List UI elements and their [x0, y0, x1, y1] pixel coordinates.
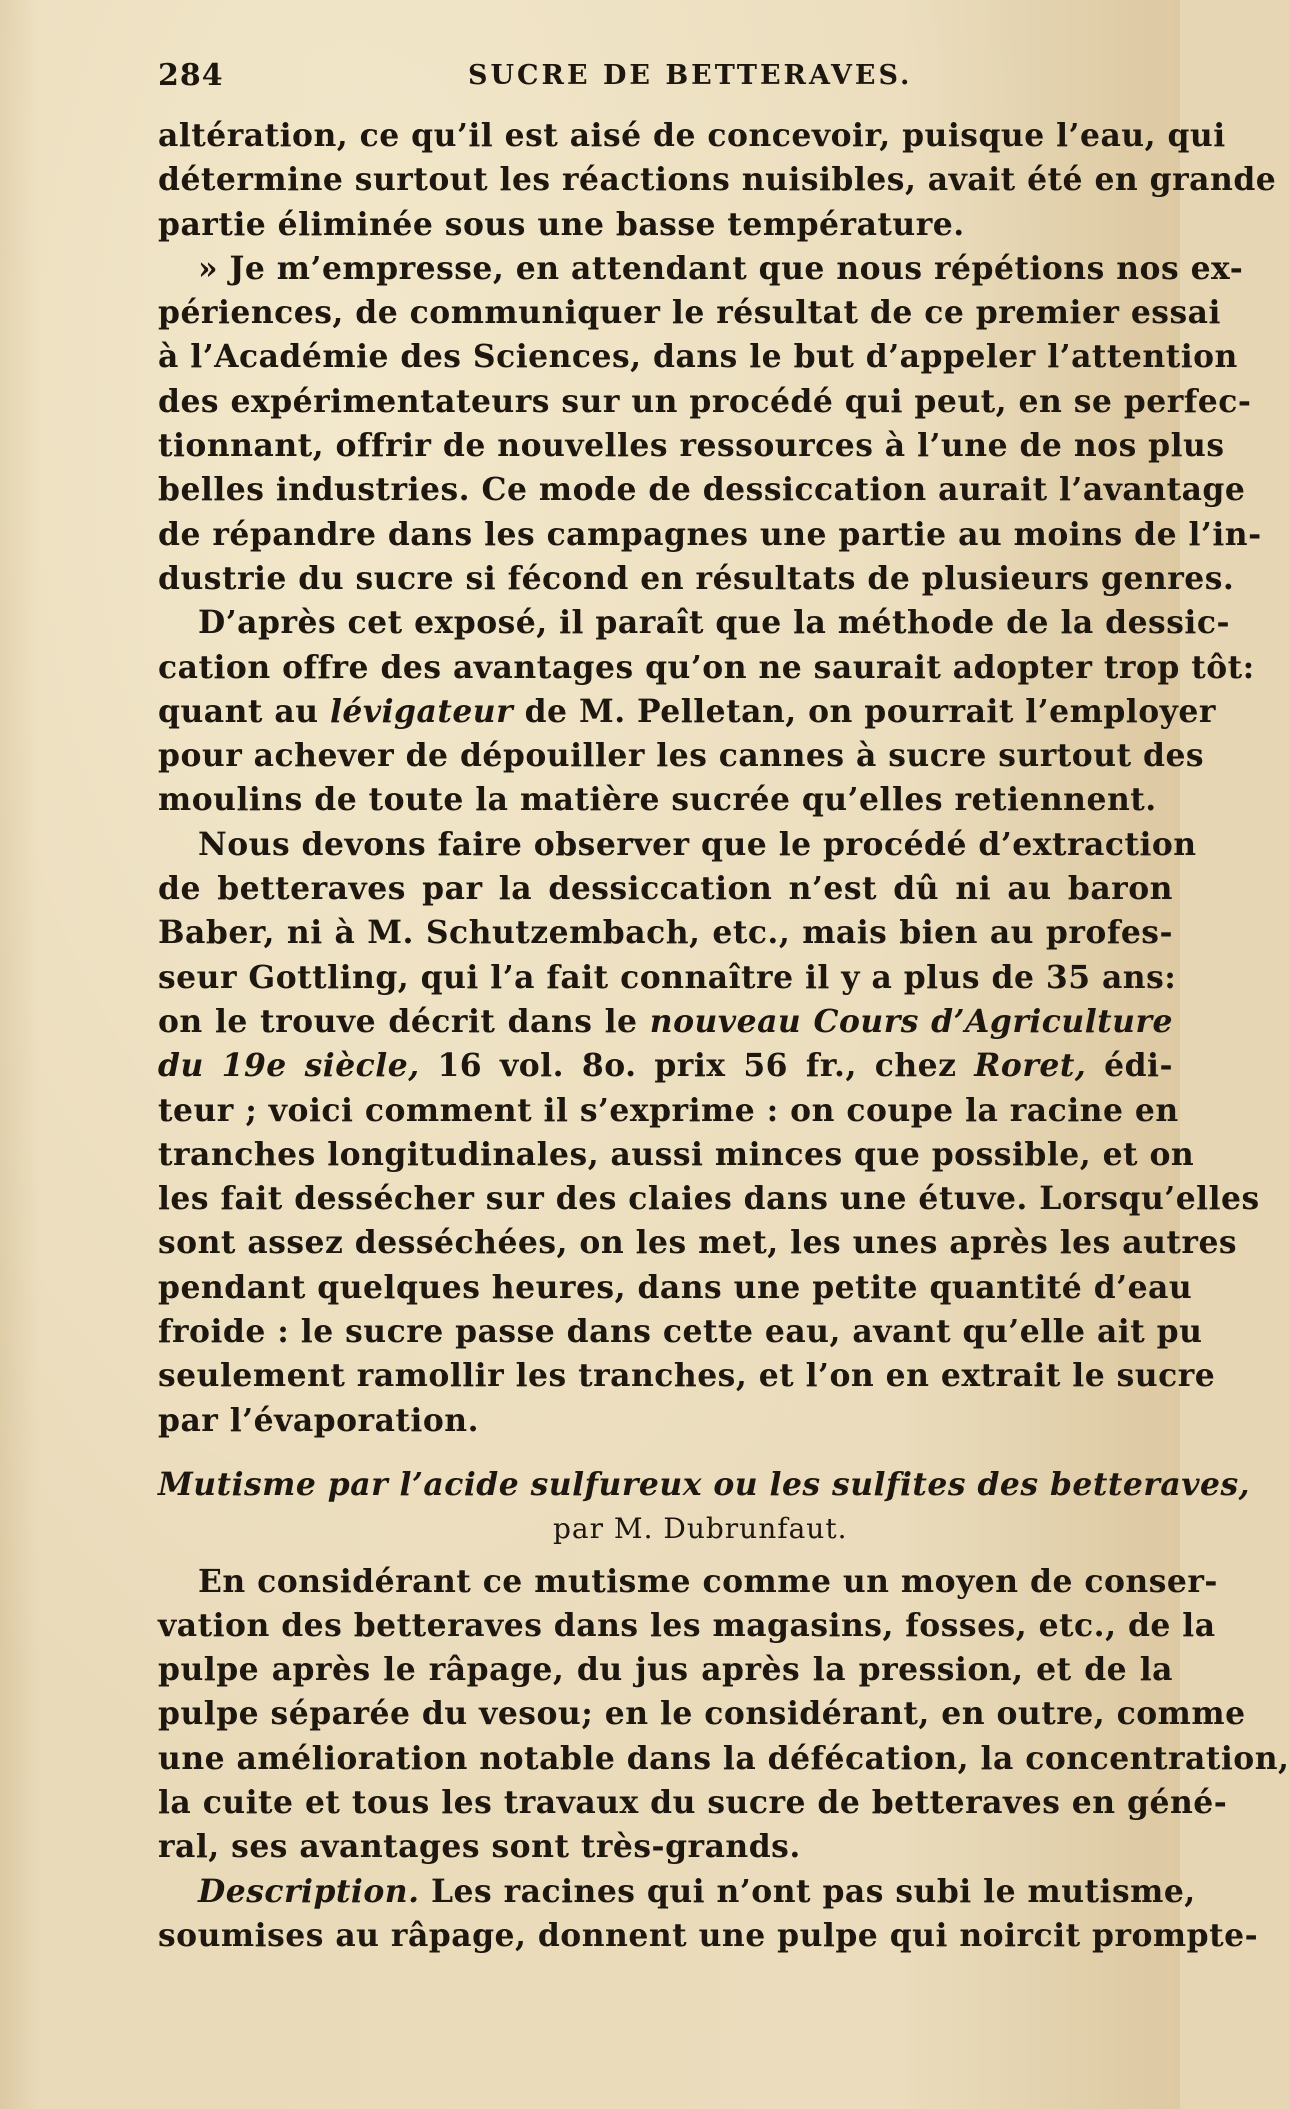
text-line: belles industries. Ce mode de dessiccation aurait l’avantage [158, 472, 1246, 509]
text-line: Baber, ni à M. Schutzembach, etc., mais bien au profes- [158, 915, 1173, 952]
text-line: par l’évaporation. [158, 1402, 480, 1439]
text-line: les fait dessécher sur des claies dans une étuve. Lorsqu’elles [158, 1181, 1260, 1218]
text-line: » Je m’empresse, en attendant que nous répétions nos ex- [198, 250, 1244, 287]
text-line: de betteraves par la dessiccation n’est dû ni au baron [158, 871, 1173, 908]
text-line: D’après cet exposé, il paraît que la méthode de la dessic- [198, 605, 1230, 642]
running-title: SUCRE DE BETTERAVES. [468, 60, 913, 91]
italic-title: du 19e siècle, [158, 1048, 420, 1085]
text-span: on le trouve décrit dans le [158, 1003, 638, 1040]
text-line: En considérant ce mutisme comme un moyen de conser- [198, 1563, 1218, 1600]
text-line: pendant quelques heures, dans une petite quantité d’eau [158, 1269, 1193, 1306]
text-line: soumises au râpage, donnent une pulpe qui noircit prompte- [158, 1917, 1259, 1954]
section-gap [158, 1552, 1173, 1560]
text-line: tionnant, offrir de nouvelles ressources à l’une de nos plus [158, 428, 1225, 465]
text-line: Nous devons faire observer que le procédé d’extraction [198, 826, 1197, 863]
section-gap [158, 1443, 1173, 1463]
text-line: partie éliminée sous une basse température. [158, 206, 965, 243]
text-line: dustrie du sucre si fécond en résultats de plusieurs genres. [158, 560, 1235, 597]
text-span: édi- [1104, 1048, 1173, 1085]
running-header [158, 58, 1168, 98]
italic-title: nouveau Cours d’Agriculture [649, 1003, 1173, 1040]
text-line: froide : le sucre passe dans cette eau, avant qu’elle ait pu [158, 1314, 1203, 1351]
text-line: de répandre dans les campagnes une partie au moins de l’in- [158, 516, 1262, 553]
text-span: de M. Pelletan, on pourrait l’employer [524, 693, 1216, 730]
page-number: 284 [158, 58, 224, 93]
body-text [158, 114, 1289, 1958]
text-line [158, 1044, 1173, 1088]
text-span: 16 vol. 8o. prix 56 fr., chez [437, 1048, 957, 1085]
text-line [158, 1000, 1173, 1044]
text-line: altération, ce qu’il est aisé de concevoir, puisque l’eau, qui [158, 118, 1226, 154]
italic-publisher: Roret, [974, 1048, 1087, 1085]
section-author: par M. Dubrunfaut. [553, 1512, 848, 1546]
text-line: teur ; voici comment il s’exprime : on coupe la racine en [158, 1092, 1179, 1129]
text-line: seulement ramollir les tranches, et l’on en extrait le sucre [158, 1358, 1216, 1395]
text-line: périences, de communiquer le résultat de ce premier essai [158, 295, 1221, 332]
text-line: détermine surtout les réactions nuisibles, avait été en grande [158, 162, 1277, 199]
text-line: pulpe séparée du vesou; en le considérant, en outre, comme [158, 1696, 1246, 1733]
text-line: cation offre des avantages qu’on ne saurait adopter trop tôt: [158, 649, 1255, 686]
text-line: seur Gottling, qui l’a fait connaître il y a plus de 35 ans: [158, 959, 1177, 996]
text-line: des expérimentateurs sur un procédé qui peut, en se perfec- [158, 383, 1252, 420]
italic-term: Description. [198, 1873, 420, 1910]
text-line: tranches longitudinales, aussi minces que possible, et on [158, 1136, 1195, 1173]
text-line: une amélioration notable dans la défécation, la concentration, [158, 1740, 1289, 1777]
text-span: quant au [158, 693, 319, 730]
italic-term: lévigateur [329, 693, 514, 730]
text-line [158, 690, 1216, 734]
text-line [158, 1870, 1196, 1914]
text-line: pour achever de dépouiller les cannes à sucre surtout des [158, 738, 1205, 775]
text-line: ral, ses avantages sont très-grands. [158, 1829, 801, 1866]
text-line: la cuite et tous les travaux du sucre de betteraves en géné- [158, 1784, 1228, 1821]
text-line: sont assez desséchées, on les met, les unes après les autres [158, 1225, 1238, 1262]
text-line: vation des betteraves dans les magasins, fosses, etc., de la [158, 1607, 1216, 1644]
text-span: Les racines qui n’ont pas subi le mutisme, [430, 1873, 1196, 1910]
section-heading: Mutisme par l’acide sulfureux ou les sulfites des betteraves, [158, 1466, 1251, 1503]
text-line: moulins de toute la matière sucrée qu’elles retiennent. [158, 782, 1157, 819]
text-line: à l’Académie des Sciences, dans le but d’appeler l’attention [158, 339, 1238, 376]
text-line: pulpe après le râpage, du jus après la pression, et de la [158, 1652, 1173, 1689]
